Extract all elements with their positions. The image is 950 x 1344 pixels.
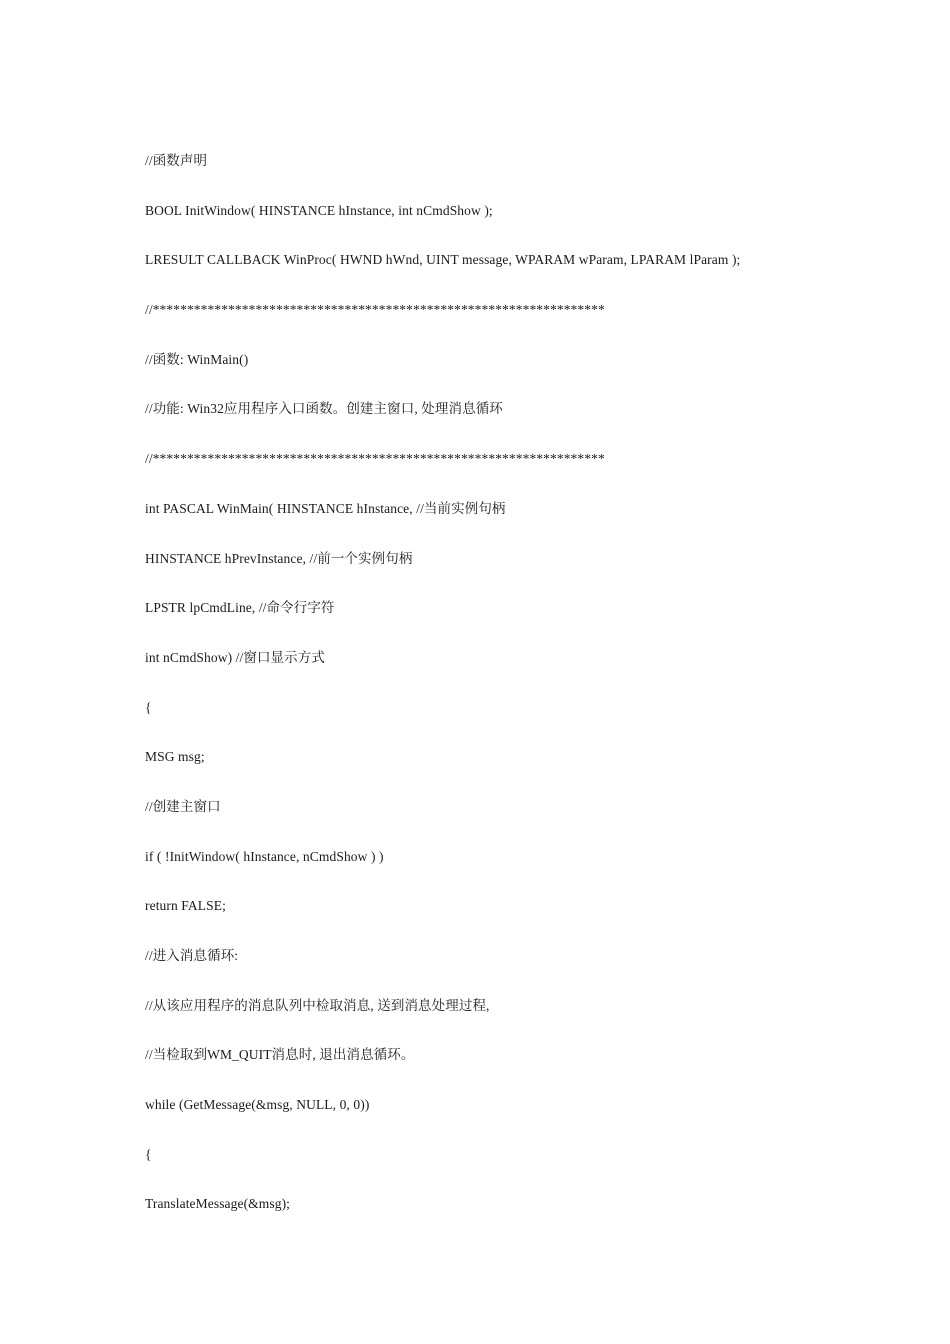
code-line-queue-comment: //从该应用程序的消息队列中检取消息, 送到消息处理过程, bbox=[145, 997, 490, 1013]
code-line-lpcmdline-param: LPSTR lpCmdLine, //命令行字符 bbox=[145, 600, 335, 616]
code-line-while-getmessage: while (GetMessage(&msg, NULL, 0, 0)) bbox=[145, 1097, 370, 1113]
code-line-return-false: return FALSE; bbox=[145, 898, 226, 914]
code-line-msg-declaration: MSG msg; bbox=[145, 749, 205, 765]
code-line-initwindow-prototype: BOOL InitWindow( HINSTANCE hInstance, int nCmdShow ); bbox=[145, 202, 493, 218]
code-line-message-loop-comment: //进入消息循环: bbox=[145, 948, 239, 963]
code-line-separator-bottom: //****************************************************************** bbox=[145, 451, 605, 467]
code-line-loop-open-brace: { bbox=[145, 1146, 152, 1162]
code-line-winmain-signature: int PASCAL WinMain( HINSTANCE hInstance, //当前实例句柄 bbox=[145, 500, 506, 516]
code-listing bbox=[145, 150, 740, 1243]
code-line-open-brace: { bbox=[145, 699, 152, 715]
code-line-hprevinstance-param: HINSTANCE hPrevInstance, //前一个实例句柄 bbox=[145, 550, 413, 566]
code-line-separator-top: //****************************************************************** bbox=[145, 302, 605, 318]
code-line-translatemessage: TranslateMessage(&msg); bbox=[145, 1196, 291, 1212]
code-line-wm-quit-comment: //当检取到WM_QUIT消息时, 退出消息循环。 bbox=[145, 1047, 415, 1063]
code-line-declaration-comment: //函数声明 bbox=[145, 153, 208, 168]
code-line-create-window-comment: //创建主窗口 bbox=[145, 798, 221, 814]
code-line-if-initwindow: if ( !InitWindow( hInstance, nCmdShow ) ) bbox=[145, 848, 384, 864]
code-line-purpose-comment: //功能: Win32应用程序入口函数。创建主窗口, 处理消息循环 bbox=[145, 401, 503, 417]
code-line-ncmdshow-param: int nCmdShow) //窗口显示方式 bbox=[145, 649, 325, 665]
code-line-function-comment: //函数: WinMain() bbox=[145, 351, 249, 367]
code-line-winproc-prototype: LRESULT CALLBACK WinProc( HWND hWnd, UINT message, WPARAM wParam, LPARAM lParam ); bbox=[145, 252, 741, 268]
